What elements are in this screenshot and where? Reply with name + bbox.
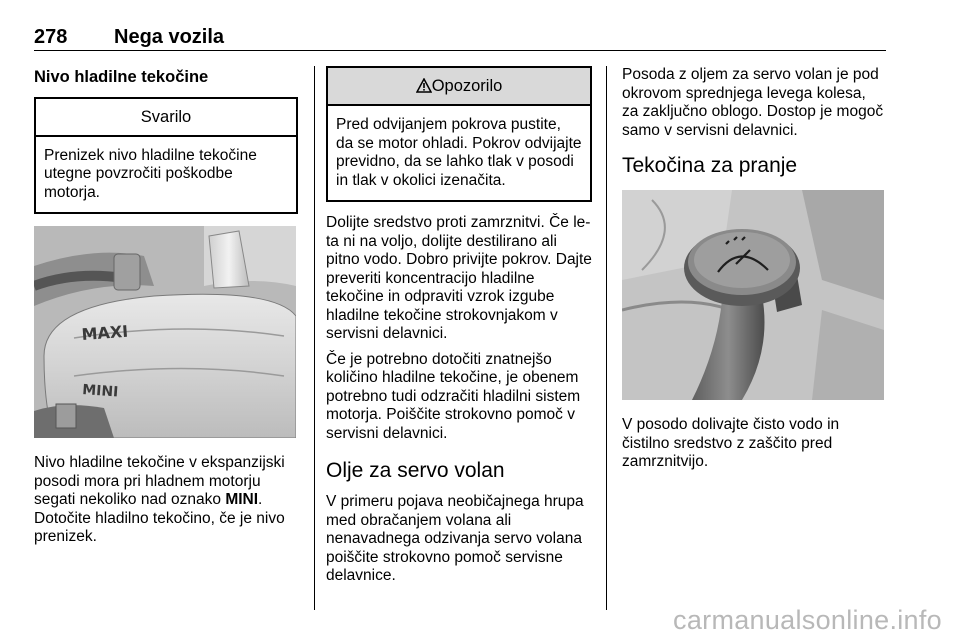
warning-triangle-icon: [416, 78, 432, 93]
power-steering-paragraph: V primeru pojava neobičajnega hrupa med obračanjem volana ali nenavadnega odzivanja servo volana poiščite strokovno pomoč servisne delavnice.: [326, 493, 584, 584]
page-header: [34, 26, 886, 51]
maxi-mark: MAXI: [80, 321, 129, 344]
caution-text: Pred odvijanjem pokrova pustite, da se motor ohladi. Pokrov odvijajte previdno, da se lahko tlak v posodi in tlak v okolici izenačita.: [336, 116, 582, 189]
column-2: [326, 64, 592, 593]
column-1: [34, 64, 298, 554]
warning-box: [34, 97, 298, 215]
coolant-paragraph: Nivo hladilne tekočine v ekspanzijski posodi mora pri hladnem motorju segati nekoliko nad oznako MINI. Dotočite hladilno tekočino, če je nivo prenizek.: [34, 454, 285, 545]
bleeding-paragraph: Če je potrebno dotočiti znatnejšo količino hladilne tekočine, je obenem potrebno tudi odzračiti hladilni sistem motorja. Poiščite strokovno pomoč v servisni delavnici.: [326, 350, 581, 442]
warning-title: Svarilo: [36, 99, 296, 137]
antifreeze-paragraph: Dolijte sredstvo proti zamrznitvi. Če le-ta ni na voljo, dolijte destilirano ali pitno vodo. Dobro privijte pokrov. Dajte preveriti koncentracijo hladilne tekočine in odpraviti vzrok izgube hladilne tekočine strokovnjakom v servisni delavnici.: [326, 214, 592, 342]
mini-mark: MINI: [81, 382, 119, 401]
column-divider: [314, 66, 315, 610]
section-heading-power-steering: Olje za servo volan: [326, 459, 505, 482]
section-heading-washer-fluid: Tekočina za pranje: [622, 154, 798, 177]
washer-fluid-illustration: [622, 190, 884, 400]
chapter-title: Nega vozila: [114, 26, 225, 48]
reservoir-location-paragraph: Posoda z oljem za servo volan je pod okrovom sprednjega levega kolesa, za zaključno oblogo. Dostop je mogoč samo v servisni delavnici.: [622, 66, 884, 139]
coolant-tank-illustration: [34, 226, 296, 438]
caution-box: [326, 66, 592, 202]
watermark: carmanualsonline.info: [673, 605, 942, 635]
warning-text: Prenizek nivo hladilne tekočine utegne povzročiti poškodbe motorja.: [44, 146, 257, 201]
page-number: 278: [34, 26, 68, 48]
section-heading-coolant: Nivo hladilne tekočine: [34, 68, 209, 86]
caution-title: Opozorilo: [431, 77, 503, 95]
column-divider: [606, 66, 607, 610]
caution-header: [328, 68, 590, 106]
washer-fluid-paragraph: V posodo dolivajte čisto vodo in čistilno sredstvo z zaščito pred zamrznitvijo.: [622, 416, 840, 470]
column-3: [622, 64, 886, 479]
